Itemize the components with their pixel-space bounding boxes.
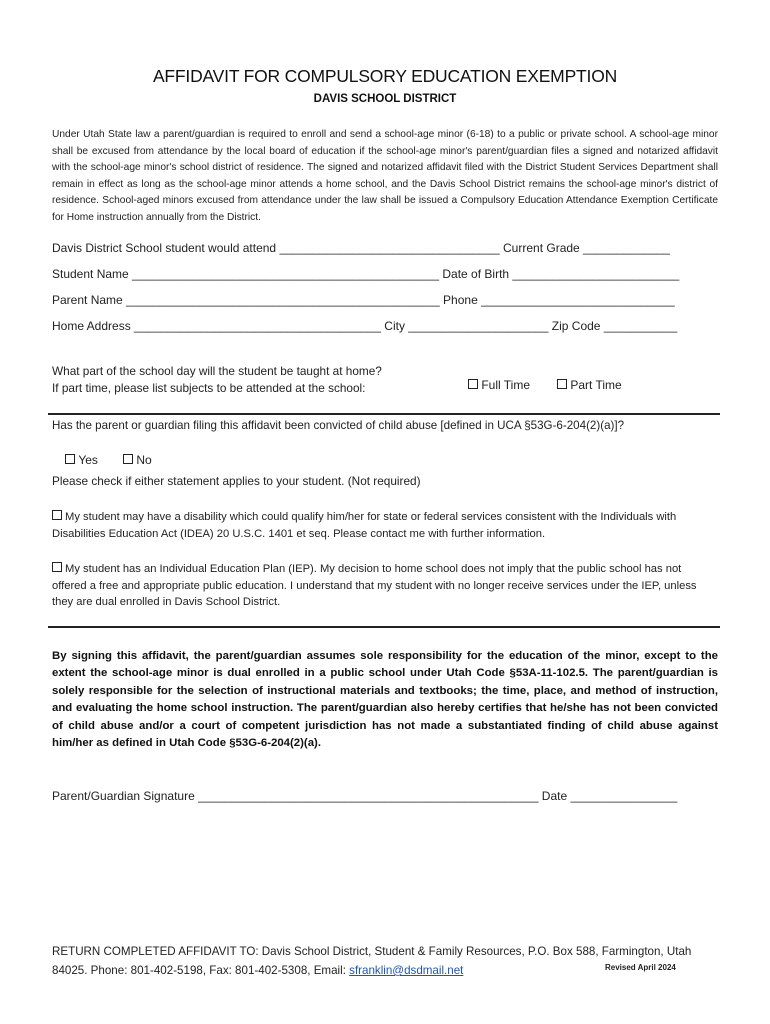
yes-label: Yes (78, 453, 98, 467)
district-name: DAVIS SCHOOL DISTRICT (313, 93, 457, 105)
part-time-checkbox[interactable] (557, 379, 567, 389)
disability-statement[interactable] (52, 509, 718, 542)
disability-text: My student may have a disability which could qualify him/her for state or federal services consistent with the Individuals with Disabilities Education Act (IDEA) 20 U.S.C. 1401 et seq. Please contact me with further information. (52, 511, 677, 540)
schedule-question: What part of the school day will the student be taught at home? (52, 364, 382, 378)
address-city-zip-field[interactable]: Home Address _____________________________________ City _____________________ Zip Code ___________ (52, 319, 678, 333)
abuse-question: Has the parent or guardian filing this affidavit been convicted of child abuse [defined in UCA §53G-6-204(2)(a)]? (52, 419, 625, 432)
signature-date-field[interactable]: Parent/Guardian Signature ___________________________________________________ Date ________________ (52, 789, 678, 803)
part-time-option[interactable] (544, 364, 622, 406)
no-label: No (136, 453, 152, 467)
iep-text: My student has an Individual Education Plan (IEP). My decision to home school does not imply that the public school has not offered a free and appropriate public education. I understand that my student with no longer receive services under the IEP, unless they are dual enrolled in Davis School District. (52, 563, 697, 608)
intro-paragraph: Under Utah State law a parent/guardian is required to enroll and send a school-age minor (6-18) to a public or private school. A school-age minor shall be excused from attendance by the local board of education if the school-age minor's parent/guardian files a signed and notarized affidavit with the school-age minor's school district of residence. The signed and notarized affidavit filed with the District Student Services Department shall remain in effect as long as the school-age minor attends a home school, and the Davis School District remains the school-age minor's district of residence. School-aged minors excused from attendance under the law shall be issued a Compulsory Education Attendance Exemption Certificate for Home instruction annually from the District. (52, 129, 718, 223)
section-divider-bottom (48, 626, 720, 628)
revision-note: Revised April 2024 (605, 963, 676, 972)
return-instructions (52, 942, 722, 980)
student-dob-field[interactable]: Student Name ______________________________________________ Date of Birth _________________________ (52, 267, 680, 281)
declaration-paragraph: By signing this affidavit, the parent/guardian assumes sole responsibility for the education of the minor, except to the extent the school-age minor is dual enrolled in a public school under Utah Code §53A-11-102.5. The parent/guardian is solely responsible for the selection of instructional materials and textbooks; the time, place, and method of instruction, and evaluating the home school instruction. The parent/guardian also hereby certifies that he/she has not been convicted of child abuse and/or a court of competent jurisdiction has not made a substantiated finding of child abuse against him/her as defined in Utah Code §53G-6-204(2)(a). (52, 650, 718, 750)
contact-email-link[interactable]: sfranklin@dsdmail.net (349, 964, 464, 977)
part-time-label: Part Time (570, 378, 622, 392)
full-time-option[interactable] (455, 364, 530, 406)
form-title: AFFIDAVIT FOR COMPULSORY EDUCATION EXEMPTION (152, 66, 618, 86)
subjects-prompt: If part time, please list subjects to be attended at the school: (52, 381, 366, 395)
section-divider-top (48, 413, 720, 415)
iep-checkbox[interactable] (52, 562, 62, 572)
yes-checkbox[interactable] (65, 454, 75, 464)
parent-phone-field[interactable]: Parent Name _______________________________________________ Phone _____________________________ (52, 293, 675, 307)
statements-prompt: Please check if either statement applies to your student. (Not required) (52, 474, 421, 488)
iep-statement[interactable] (52, 561, 718, 611)
disability-checkbox[interactable] (52, 510, 62, 520)
no-checkbox[interactable] (123, 454, 133, 464)
full-time-label: Full Time (481, 378, 531, 392)
return-text: RETURN COMPLETED AFFIDAVIT TO: Davis School District, Student & Family Resources, P.O. Box 588, Farmington, Utah 84025. Phone: 801-402-5198, Fax: 801-402-5308, Email: (52, 945, 692, 977)
full-time-checkbox[interactable] (468, 379, 478, 389)
school-grade-field[interactable]: Davis District School student would attend _________________________________ Current Grade _____________ (52, 241, 670, 255)
